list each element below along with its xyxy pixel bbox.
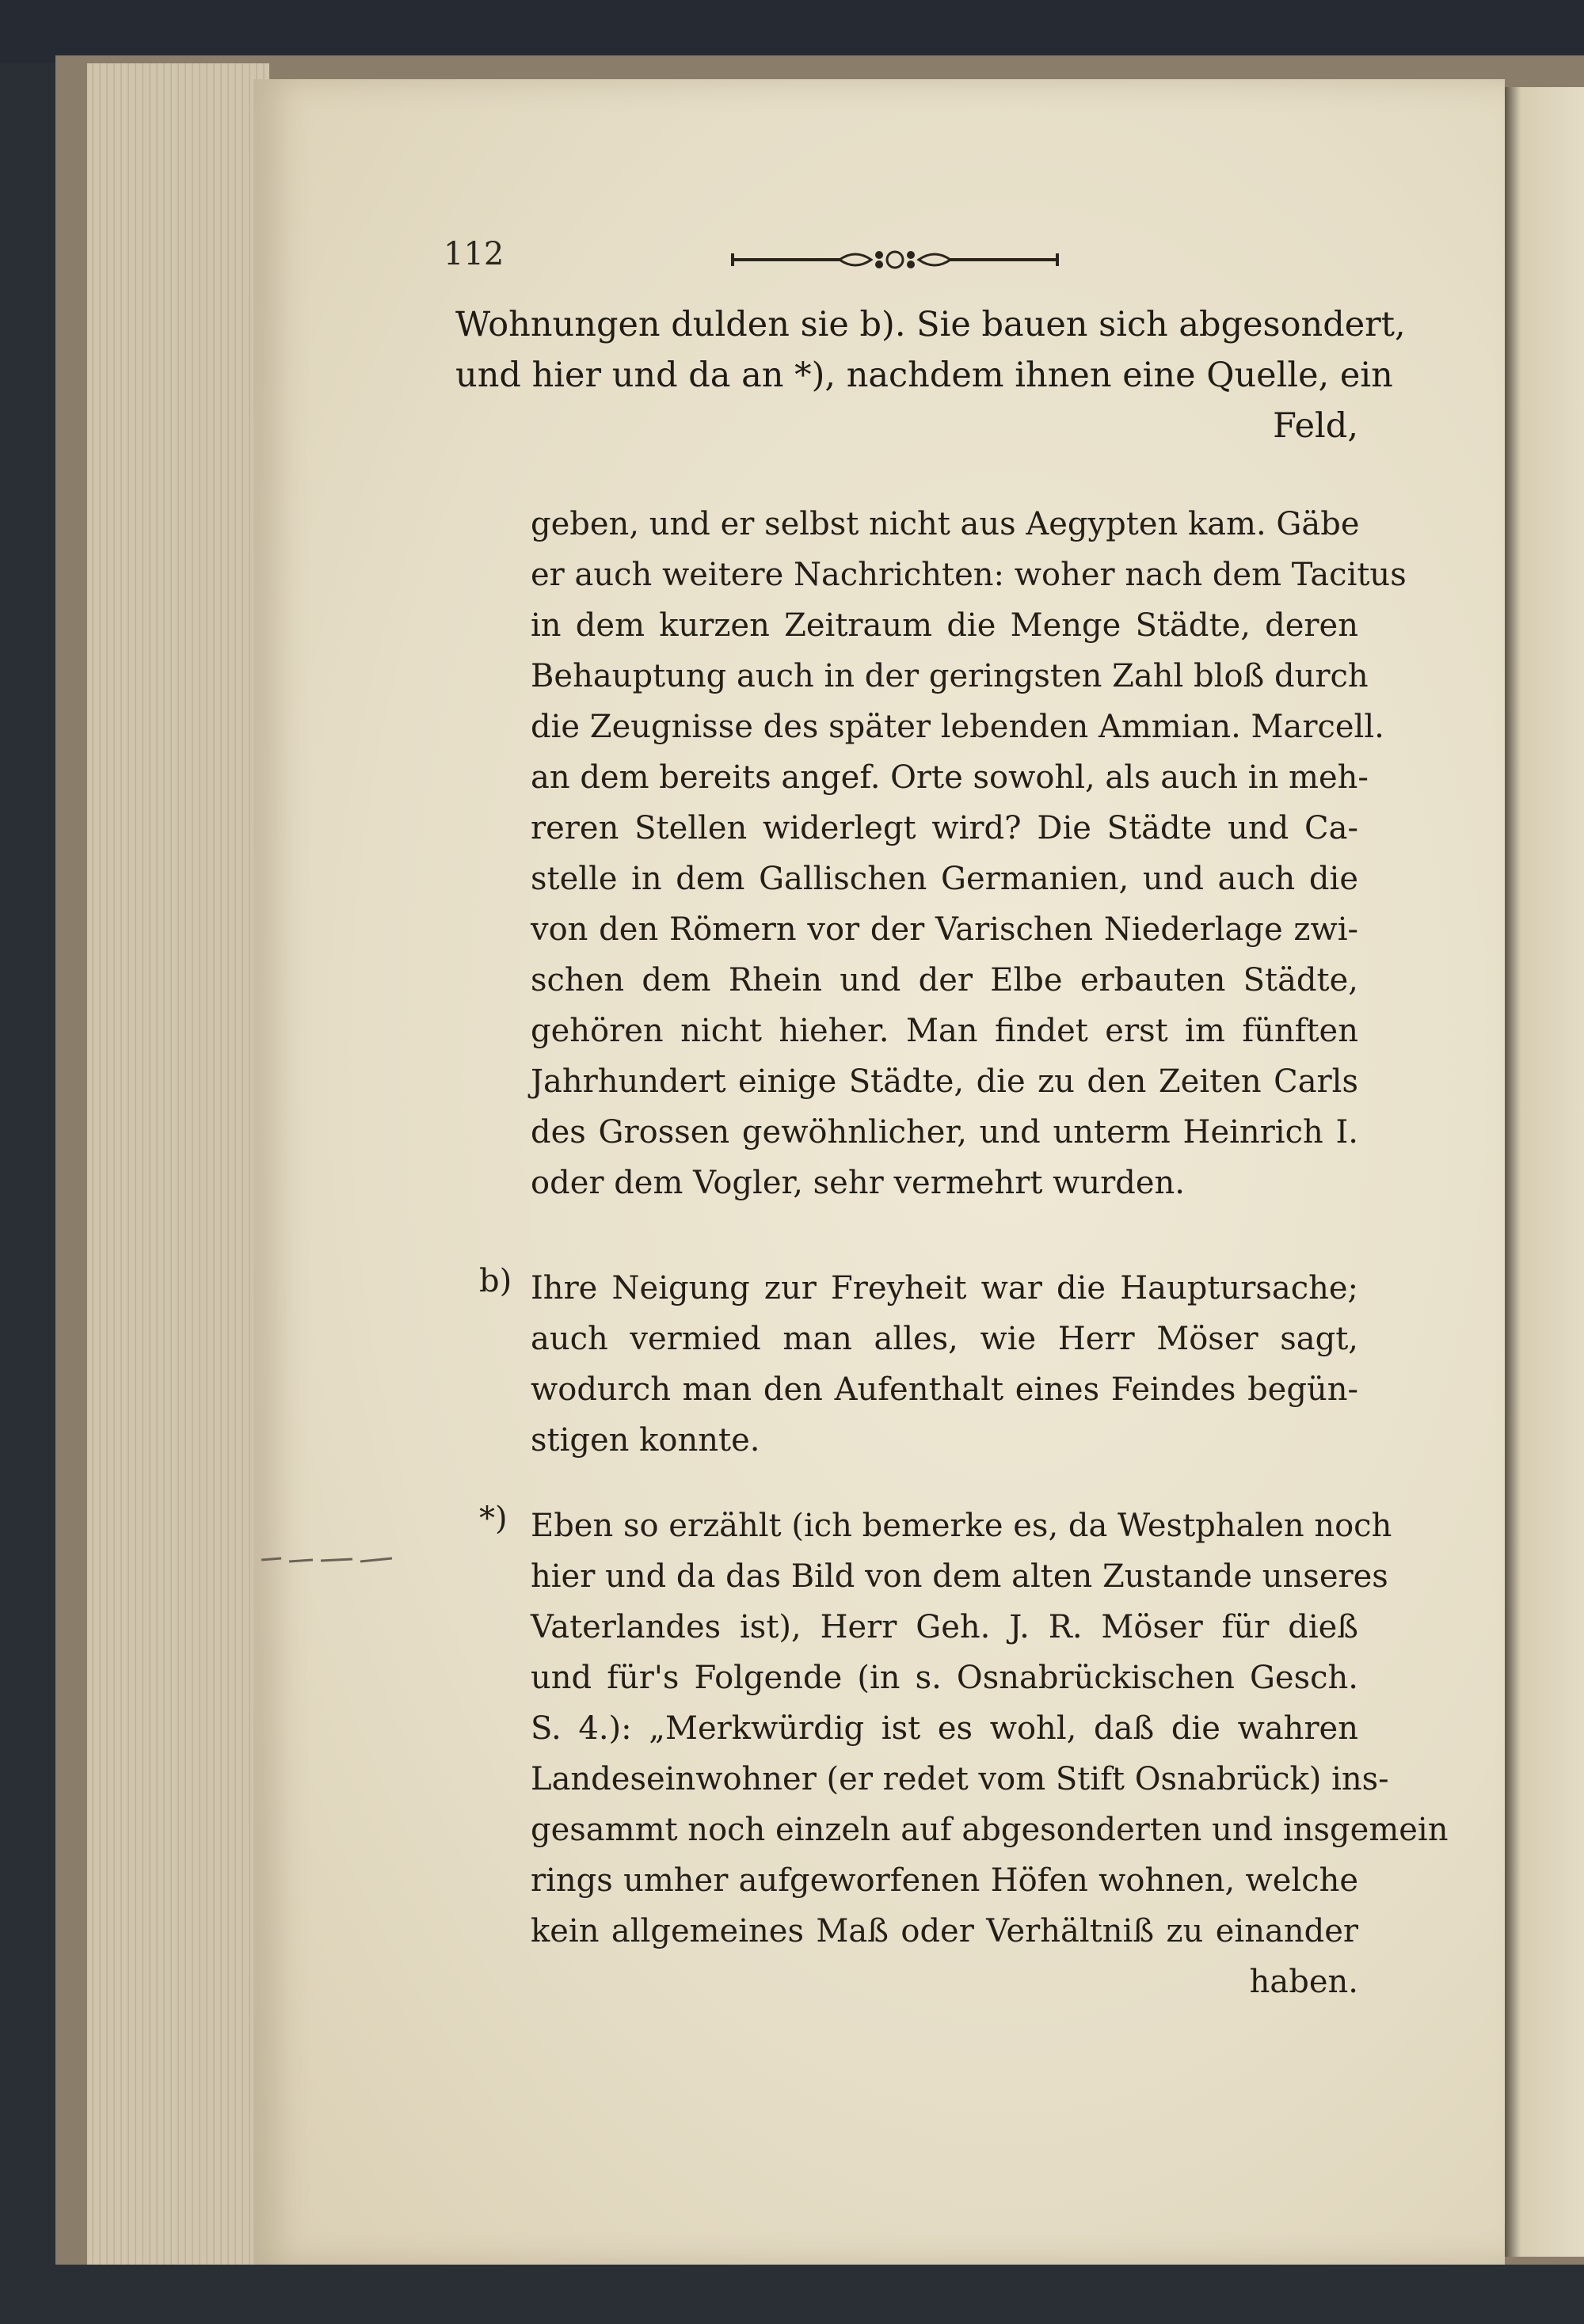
text-line: rings umher aufgeworfenen Höfen wohnen, welche (531, 1862, 1358, 1899)
text-line: gehören nicht hieher. Man findet erst im fünften (531, 1013, 1358, 1049)
footnote-b (531, 1263, 1358, 1466)
facing-page-edge (1505, 87, 1584, 2257)
text-line: wodurch man den Aufenthalt eines Feindes begün- (531, 1371, 1358, 1408)
text-line: Ihre Neigung zur Freyheit war die Hauptursache; (531, 1270, 1358, 1307)
text-line: S. 4.): „Merkwürdig ist es wohl, daß die wahren (531, 1710, 1358, 1747)
catchword-top: Feld, (1273, 406, 1358, 446)
text-line: Landeseinwohner (er redet vom Stift Osnabrück) ins- (531, 1761, 1389, 1797)
catchword: haben. (1249, 1964, 1358, 2000)
footnote-marker-star: *) (479, 1501, 508, 1537)
text-line: in dem kurzen Zeitraum die Menge Städte, deren (531, 607, 1358, 644)
text-line: schen dem Rhein und der Elbe erbauten Städte, (531, 962, 1358, 998)
page-number: 112 (444, 236, 505, 272)
text-line: er auch weitere Nachrichten: woher nach dem Tacitus (531, 557, 1407, 593)
text-line: geben, und er selbst nicht aus Aegypten kam. Gäbe (531, 506, 1360, 542)
text-line: von den Römern vor der Varischen Niederlage zwi- (531, 911, 1358, 948)
margin-ink-mark-icon (257, 1544, 400, 1576)
footnote-star (531, 1501, 1449, 2007)
text-line: auch vermied man alles, wie Herr Möser sagt, (531, 1321, 1358, 1357)
page-edges (87, 63, 269, 2265)
text-line: Vaterlandes ist), Herr Geh. J. R. Möser für dieß (531, 1609, 1358, 1645)
text-line: reren Stellen widerlegt wird? Die Städte und Ca- (531, 810, 1358, 846)
main-text (455, 299, 1406, 451)
text-line: Wohnungen dulden sie b). Sie bauen sich abgesondert, (455, 305, 1406, 344)
text-line: stelle in dem Gallischen Germanien, und auch die (531, 861, 1358, 897)
text-line: stigen konnte. (531, 1422, 760, 1459)
page-header (444, 236, 1362, 283)
decorative-ornament-icon (729, 245, 1061, 274)
text-line: des Grossen gewöhnlicher, und unterm Heinrich I. (531, 1114, 1358, 1151)
text-line: an dem bereits angef. Orte sowohl, als auch in meh- (531, 759, 1369, 796)
text-line: kein allgemeines Maß oder Verhältniß zu einander (531, 1913, 1358, 1949)
footnote-marker-b: b) (479, 1263, 512, 1299)
text-line: Eben so erzählt (ich bemerke es, da Westphalen noch (531, 1508, 1392, 1544)
text-line: oder dem Vogler, sehr vermehrt wurden. (531, 1165, 1185, 1201)
text-line: die Zeugnisse des später lebenden Ammian. Marcell. (531, 709, 1384, 745)
text-line: und hier und da an *), nachdem ihnen eine Quelle, ein (455, 356, 1393, 395)
text-line: Jahrhundert einige Städte, die zu den Zeiten Carls (531, 1063, 1358, 1100)
text-line: hier und da das Bild von dem alten Zustande unseres (531, 1558, 1388, 1595)
note-continuation (531, 499, 1407, 1208)
text-line: und für's Folgende (in s. Osnabrückischen Gesch. (531, 1660, 1358, 1696)
text-line: Behauptung auch in der geringsten Zahl bloß durch (531, 658, 1369, 694)
backdrop (0, 0, 1584, 63)
text-line: gesammt noch einzeln auf abgesonderten und insgemein (531, 1812, 1449, 1848)
